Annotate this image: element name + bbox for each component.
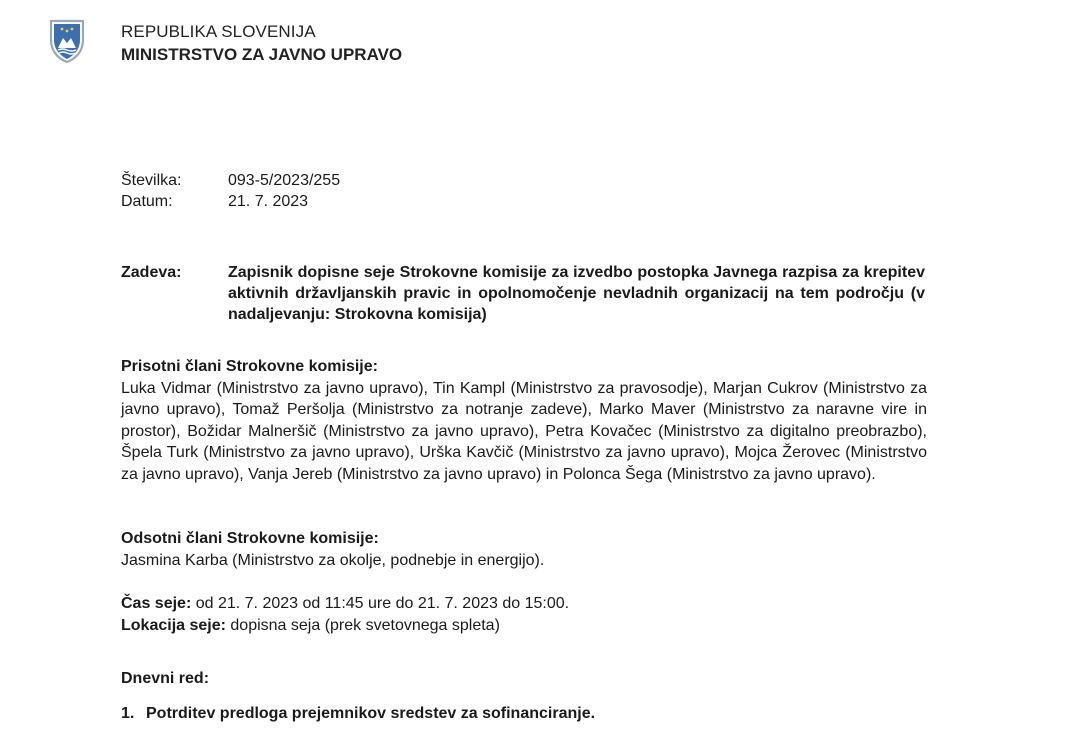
subject-block — [121, 262, 925, 325]
session-time-row — [121, 593, 927, 615]
session-location-label: Lokacija seje: — [121, 616, 226, 634]
agenda-item-number: 1. — [121, 705, 135, 722]
coat-of-arms-logo — [48, 18, 86, 64]
document-meta — [121, 170, 340, 212]
agenda-item — [121, 703, 927, 725]
date-label: Datum: — [121, 193, 173, 210]
date-value: 21. 7. 2023 — [228, 193, 309, 210]
absent-members-list: Jasmina Karba (Ministrstvo za okolje, podnebje in energijo). — [121, 551, 545, 569]
agenda-title: Dnevni red: — [121, 670, 210, 687]
subject-text: Zapisnik dopisne seje Strokovne komisije za izvedbo postopka Javnega razpisa za krepitev aktivnih državljanskih pravic in opolnomočenje nevladnih organizacij na tem področju (v nadaljevanju: Strokovna komisija) — [228, 264, 925, 323]
number-label: Številka: — [121, 172, 182, 189]
session-time-label: Čas seje: — [121, 595, 192, 612]
absent-members-section — [121, 528, 927, 571]
country-name: REPUBLIKA SLOVENIJA — [121, 22, 316, 41]
session-info — [121, 593, 927, 636]
letterhead — [121, 20, 402, 66]
ministry-name: MINISTRSTVO ZA JAVNO UPRAVO — [121, 45, 403, 64]
number-row — [121, 170, 340, 191]
number-value: 093-5/2023/255 — [228, 172, 341, 189]
present-members-title: Prisotni člani Strokovne komisije: — [121, 358, 378, 375]
absent-members-title: Odsotni člani Strokovne komisije: — [121, 530, 379, 547]
session-time-value: od 21. 7. 2023 od 11:45 ure do 21. 7. 2023 do 15:00. — [195, 595, 570, 612]
present-members-list: Luka Vidmar (Ministrstvo za javno upravo), Tin Kampl (Ministrstvo za pravosodje), Marjan Cukrov (Ministrstvo za javno upravo), Tomaž Peršolja (Ministrstvo za notranje zadeve), Marko Maver (Ministrstvo za naravne vire in prostor), Božidar Malneršič (Ministrstvo za javno upravo), Petra Kovačec (Ministrstvo za digitalno preobrazbo), Špela Turk (Ministrstvo za javno upravo), Urška Kavčič (Ministrstvo za javno upravo), Mojca Žerovec (Ministrstvo za javno upravo), Vanja Jereb (Ministrstvo za javno upravo) in Polonca Šega (Ministrstvo za javno upravo). — [121, 379, 927, 483]
date-row — [121, 191, 340, 212]
subject-label: Zadeva: — [121, 264, 182, 281]
session-location-value: dopisna seja (prek svetovnega spleta) — [230, 616, 500, 634]
present-members-section — [121, 356, 927, 485]
session-location-row — [121, 615, 927, 637]
agenda-item-text: Potrditev predloga prejemnikov sredstev za sofinanciranje. — [146, 705, 596, 722]
